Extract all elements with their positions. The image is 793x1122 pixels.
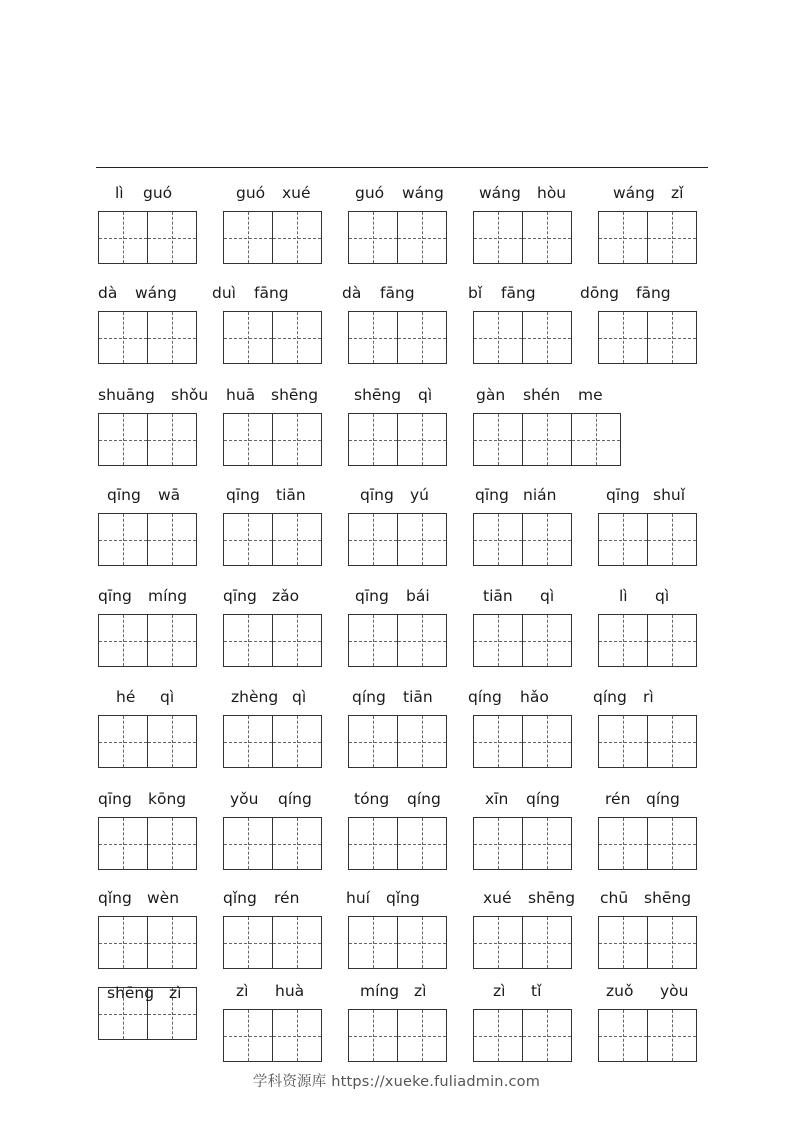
tian-box[interactable]	[98, 715, 148, 768]
tian-box[interactable]	[397, 916, 447, 969]
pinyin-syllable: shēng	[271, 386, 319, 404]
tian-box[interactable]	[397, 513, 447, 566]
word-cell	[471, 788, 591, 868]
pinyin-syllable: zǐ	[671, 184, 684, 202]
word-cell	[580, 282, 716, 362]
writing-grid	[598, 513, 696, 566]
word-cell	[346, 484, 466, 564]
tian-box[interactable]	[223, 614, 273, 667]
pinyin-syllable: xué	[483, 889, 512, 907]
pinyin-syllable: lì	[619, 587, 628, 605]
tian-box[interactable]	[473, 715, 523, 768]
pinyin-syllable: qīng	[355, 587, 389, 605]
pinyin-syllable: nián	[523, 486, 557, 504]
word-cell	[96, 484, 216, 564]
pinyin-syllable: qíng	[593, 688, 627, 706]
pinyin-syllable: fāng	[254, 284, 289, 302]
pinyin-syllable: qǐng	[223, 889, 257, 907]
pinyin-syllable: huā	[226, 386, 256, 404]
pinyin-syllable: zì	[169, 984, 182, 1002]
tian-box[interactable]	[522, 211, 572, 264]
writing-grid	[348, 413, 446, 466]
tian-box[interactable]	[598, 513, 648, 566]
tian-box[interactable]	[473, 614, 523, 667]
word-cell	[96, 686, 216, 766]
word-cell	[96, 958, 216, 1038]
word-cell	[221, 484, 341, 564]
writing-grid	[98, 715, 196, 768]
word-cell	[471, 384, 631, 464]
writing-grid	[223, 614, 321, 667]
pinyin-syllable: hé	[116, 688, 136, 706]
pinyin-syllable: qíng	[407, 790, 441, 808]
pinyin-syllable: wáng	[613, 184, 655, 202]
pinyin-syllable: dōng	[580, 284, 619, 302]
pinyin-syllable: shēng	[107, 984, 155, 1002]
tian-box[interactable]	[147, 311, 197, 364]
writing-grid	[598, 916, 696, 969]
tian-box[interactable]	[397, 413, 447, 466]
writing-grid	[348, 817, 446, 870]
tian-box[interactable]	[272, 211, 322, 264]
writing-grid	[473, 211, 571, 264]
tian-box[interactable]	[647, 916, 697, 969]
pinyin-syllable: dà	[98, 284, 118, 302]
pinyin-syllable: guó	[236, 184, 266, 202]
pinyin-syllable: qì	[292, 688, 307, 706]
pinyin-syllable: fāng	[636, 284, 671, 302]
pinyin-syllable: huí	[346, 889, 370, 907]
writing-grid	[598, 715, 696, 768]
pinyin-syllable: gàn	[476, 386, 506, 404]
tian-box[interactable]	[223, 211, 273, 264]
footer-watermark: 学科资源库 https://xueke.fuliadmin.com	[252, 1074, 541, 1090]
word-cell	[596, 585, 716, 665]
writing-grid	[223, 211, 321, 264]
tian-box[interactable]	[348, 817, 398, 870]
pinyin-syllable: duì	[212, 284, 236, 302]
tian-box[interactable]	[147, 817, 197, 870]
word-cell	[96, 282, 216, 362]
pinyin-syllable: qīng	[223, 587, 257, 605]
writing-grid	[473, 311, 571, 364]
word-cell	[468, 686, 591, 766]
pinyin-syllable: guó	[355, 184, 385, 202]
word-cell	[596, 484, 716, 564]
word-cell	[596, 887, 716, 967]
pinyin-syllable: shuāng	[98, 386, 155, 404]
pinyin-syllable: qīng	[606, 486, 640, 504]
word-cell	[342, 282, 466, 362]
tian-box[interactable]	[272, 715, 322, 768]
pinyin-syllable: qīng	[226, 486, 260, 504]
writing-grid	[473, 1009, 571, 1062]
writing-grid	[223, 413, 321, 466]
tian-box[interactable]	[98, 211, 148, 264]
tian-box[interactable]	[348, 311, 398, 364]
tian-box[interactable]	[98, 513, 148, 566]
pinyin-syllable: zuǒ	[606, 982, 634, 1000]
tian-box[interactable]	[147, 715, 197, 768]
pinyin-syllable: dà	[342, 284, 362, 302]
writing-grid	[223, 817, 321, 870]
word-cell	[96, 788, 216, 868]
writing-grid	[223, 311, 321, 364]
tian-box[interactable]	[647, 614, 697, 667]
tian-box[interactable]	[147, 211, 197, 264]
writing-grid	[598, 1009, 696, 1062]
writing-grid	[223, 1009, 321, 1062]
tian-box[interactable]	[397, 817, 447, 870]
pinyin-syllable: rén	[274, 889, 300, 907]
pinyin-syllable: shēng	[528, 889, 576, 907]
pinyin-syllable: yòu	[660, 982, 689, 1000]
top-rule	[96, 167, 708, 168]
pinyin-syllable: bái	[406, 587, 430, 605]
pinyin-syllable: bǐ	[468, 284, 483, 302]
word-cell	[221, 980, 341, 1060]
word-cell	[593, 686, 716, 766]
word-cell	[346, 384, 466, 464]
writing-grid	[473, 817, 571, 870]
tian-box[interactable]	[397, 211, 447, 264]
writing-grid	[348, 211, 446, 264]
tian-box[interactable]	[473, 413, 523, 466]
pinyin-syllable: qì	[418, 386, 433, 404]
word-cell	[596, 182, 716, 262]
writing-grid	[98, 614, 196, 667]
word-cell	[221, 788, 341, 868]
tian-box[interactable]	[397, 311, 447, 364]
tian-box[interactable]	[223, 817, 273, 870]
tian-box[interactable]	[348, 413, 398, 466]
tian-box[interactable]	[522, 413, 572, 466]
tian-box[interactable]	[522, 311, 572, 364]
tian-box[interactable]	[272, 817, 322, 870]
pinyin-syllable: lì	[115, 184, 124, 202]
word-cell	[471, 585, 591, 665]
tian-box[interactable]	[473, 513, 523, 566]
pinyin-syllable: qīng	[475, 486, 509, 504]
writing-grid	[598, 311, 696, 364]
pinyin-syllable: qǐng	[386, 889, 420, 907]
tian-box[interactable]	[348, 211, 398, 264]
tian-box[interactable]	[348, 513, 398, 566]
word-cell	[96, 182, 216, 262]
pinyin-syllable: qíng	[352, 688, 386, 706]
tian-box[interactable]	[473, 211, 523, 264]
tian-box[interactable]	[522, 817, 572, 870]
pinyin-syllable: tǐ	[531, 982, 542, 1000]
writing-grid	[348, 311, 446, 364]
word-cell	[221, 182, 341, 262]
pinyin-syllable: rì	[643, 688, 654, 706]
pinyin-syllable: shǒu	[171, 386, 209, 404]
word-cell	[96, 887, 216, 967]
writing-grid	[473, 413, 620, 466]
word-cell	[596, 788, 716, 868]
tian-box[interactable]	[522, 513, 572, 566]
tian-box[interactable]	[598, 817, 648, 870]
pinyin-syllable: wáng	[402, 184, 444, 202]
writing-grid	[598, 211, 696, 264]
writing-grid	[473, 916, 571, 969]
writing-grid	[473, 715, 571, 768]
writing-grid	[223, 715, 321, 768]
pinyin-syllable: zì	[493, 982, 506, 1000]
pinyin-syllable: zì	[236, 982, 249, 1000]
pinyin-syllable: qīng	[360, 486, 394, 504]
pinyin-syllable: xīn	[485, 790, 509, 808]
pinyin-syllable: tiān	[276, 486, 306, 504]
pinyin-syllable: zì	[414, 982, 427, 1000]
tian-box[interactable]	[98, 817, 148, 870]
pinyin-syllable: chū	[600, 889, 629, 907]
word-cell	[221, 585, 341, 665]
tian-box[interactable]	[348, 715, 398, 768]
tian-box[interactable]	[223, 413, 273, 466]
pinyin-syllable: yǒu	[230, 790, 259, 808]
tian-box[interactable]	[272, 513, 322, 566]
pinyin-syllable: qīng	[107, 486, 141, 504]
writing-grid	[98, 311, 196, 364]
pinyin-syllable: qì	[540, 587, 555, 605]
tian-box[interactable]	[147, 614, 197, 667]
pinyin-syllable: tiān	[483, 587, 513, 605]
tian-box[interactable]	[223, 916, 273, 969]
pinyin-syllable: guó	[143, 184, 173, 202]
tian-box[interactable]	[348, 916, 398, 969]
pinyin-syllable: fāng	[380, 284, 415, 302]
word-cell	[471, 484, 591, 564]
pinyin-syllable: tiān	[403, 688, 433, 706]
pinyin-syllable: yú	[410, 486, 429, 504]
word-cell	[346, 585, 466, 665]
pinyin-syllable: hòu	[537, 184, 567, 202]
pinyin-syllable: míng	[360, 982, 400, 1000]
tian-box[interactable]	[272, 1009, 322, 1062]
pinyin-syllable: fāng	[501, 284, 536, 302]
tian-box[interactable]	[98, 614, 148, 667]
writing-grid	[348, 1009, 446, 1062]
tian-box[interactable]	[272, 311, 322, 364]
tian-box[interactable]	[223, 513, 273, 566]
pinyin-syllable: shén	[523, 386, 561, 404]
writing-grid	[98, 413, 196, 466]
pinyin-syllable: qì	[160, 688, 175, 706]
pinyin-syllable: xué	[282, 184, 311, 202]
pinyin-syllable: shēng	[354, 386, 402, 404]
tian-box[interactable]	[647, 311, 697, 364]
word-cell	[346, 182, 466, 262]
tian-box[interactable]	[647, 1009, 697, 1062]
writing-grid	[348, 715, 446, 768]
pinyin-syllable: qǐng	[98, 889, 132, 907]
tian-box[interactable]	[223, 715, 273, 768]
word-cell	[346, 887, 466, 967]
pinyin-syllable: wèn	[147, 889, 180, 907]
tian-box[interactable]	[397, 715, 447, 768]
tian-box[interactable]	[272, 916, 322, 969]
pinyin-syllable: me	[578, 386, 603, 404]
tian-box[interactable]	[147, 513, 197, 566]
tian-box[interactable]	[598, 211, 648, 264]
word-cell	[346, 686, 466, 766]
word-cell	[471, 980, 591, 1060]
pinyin-syllable: míng	[148, 587, 188, 605]
writing-grid	[348, 513, 446, 566]
word-cell	[96, 384, 216, 464]
tian-box[interactable]	[598, 311, 648, 364]
tian-box[interactable]	[348, 1009, 398, 1062]
pinyin-syllable: qīng	[98, 587, 132, 605]
word-cell	[346, 788, 466, 868]
pinyin-syllable: qíng	[468, 688, 502, 706]
tian-box[interactable]	[598, 916, 648, 969]
writing-grid	[348, 614, 446, 667]
word-cell	[221, 887, 341, 967]
word-cell	[212, 282, 341, 362]
pinyin-syllable: huà	[275, 982, 305, 1000]
tian-box[interactable]	[647, 817, 697, 870]
word-cell	[471, 887, 591, 967]
writing-grid	[598, 614, 696, 667]
writing-grid	[473, 614, 571, 667]
word-cell	[96, 585, 216, 665]
word-cell	[596, 980, 716, 1060]
tian-box[interactable]	[473, 916, 523, 969]
word-cell	[346, 980, 466, 1060]
pinyin-syllable: shēng	[644, 889, 692, 907]
word-cell	[468, 282, 591, 362]
pinyin-syllable: qīng	[98, 790, 132, 808]
writing-grid	[348, 916, 446, 969]
pinyin-syllable: shuǐ	[653, 486, 686, 504]
tian-box[interactable]	[348, 614, 398, 667]
pinyin-syllable: wā	[158, 486, 181, 504]
tian-box[interactable]	[522, 916, 572, 969]
tian-box[interactable]	[272, 614, 322, 667]
tian-box[interactable]	[598, 1009, 648, 1062]
tian-box[interactable]	[397, 1009, 447, 1062]
tian-box[interactable]	[598, 715, 648, 768]
tian-box[interactable]	[571, 413, 621, 466]
word-cell	[471, 182, 591, 262]
tian-box[interactable]	[522, 1009, 572, 1062]
pinyin-syllable: qíng	[526, 790, 560, 808]
writing-grid	[223, 513, 321, 566]
tian-box[interactable]	[223, 311, 273, 364]
writing-grid	[223, 916, 321, 969]
tian-box[interactable]	[223, 1009, 273, 1062]
tian-box[interactable]	[647, 715, 697, 768]
pinyin-syllable: tóng	[354, 790, 390, 808]
tian-box[interactable]	[522, 614, 572, 667]
tian-box[interactable]	[98, 413, 148, 466]
tian-box[interactable]	[647, 211, 697, 264]
tian-box[interactable]	[647, 513, 697, 566]
tian-box[interactable]	[473, 311, 523, 364]
pinyin-syllable: wáng	[135, 284, 177, 302]
pinyin-syllable: qíng	[278, 790, 312, 808]
word-cell	[221, 686, 341, 766]
writing-grid	[598, 817, 696, 870]
word-cell	[221, 384, 341, 464]
tian-box[interactable]	[98, 311, 148, 364]
writing-grid	[98, 817, 196, 870]
tian-box[interactable]	[598, 614, 648, 667]
pinyin-syllable: zǎo	[272, 587, 300, 605]
writing-grid	[98, 513, 196, 566]
tian-box[interactable]	[272, 413, 322, 466]
tian-box[interactable]	[397, 614, 447, 667]
writing-grid	[473, 513, 571, 566]
pinyin-syllable: hǎo	[520, 688, 549, 706]
writing-grid	[98, 211, 196, 264]
tian-box[interactable]	[522, 715, 572, 768]
pinyin-syllable: qíng	[646, 790, 680, 808]
pinyin-syllable: wáng	[479, 184, 521, 202]
pinyin-syllable: rén	[605, 790, 631, 808]
tian-box[interactable]	[473, 817, 523, 870]
pinyin-syllable: kōng	[148, 790, 187, 808]
tian-box[interactable]	[147, 413, 197, 466]
pinyin-syllable: qì	[655, 587, 670, 605]
tian-box[interactable]	[473, 1009, 523, 1062]
pinyin-syllable: zhèng	[231, 688, 279, 706]
